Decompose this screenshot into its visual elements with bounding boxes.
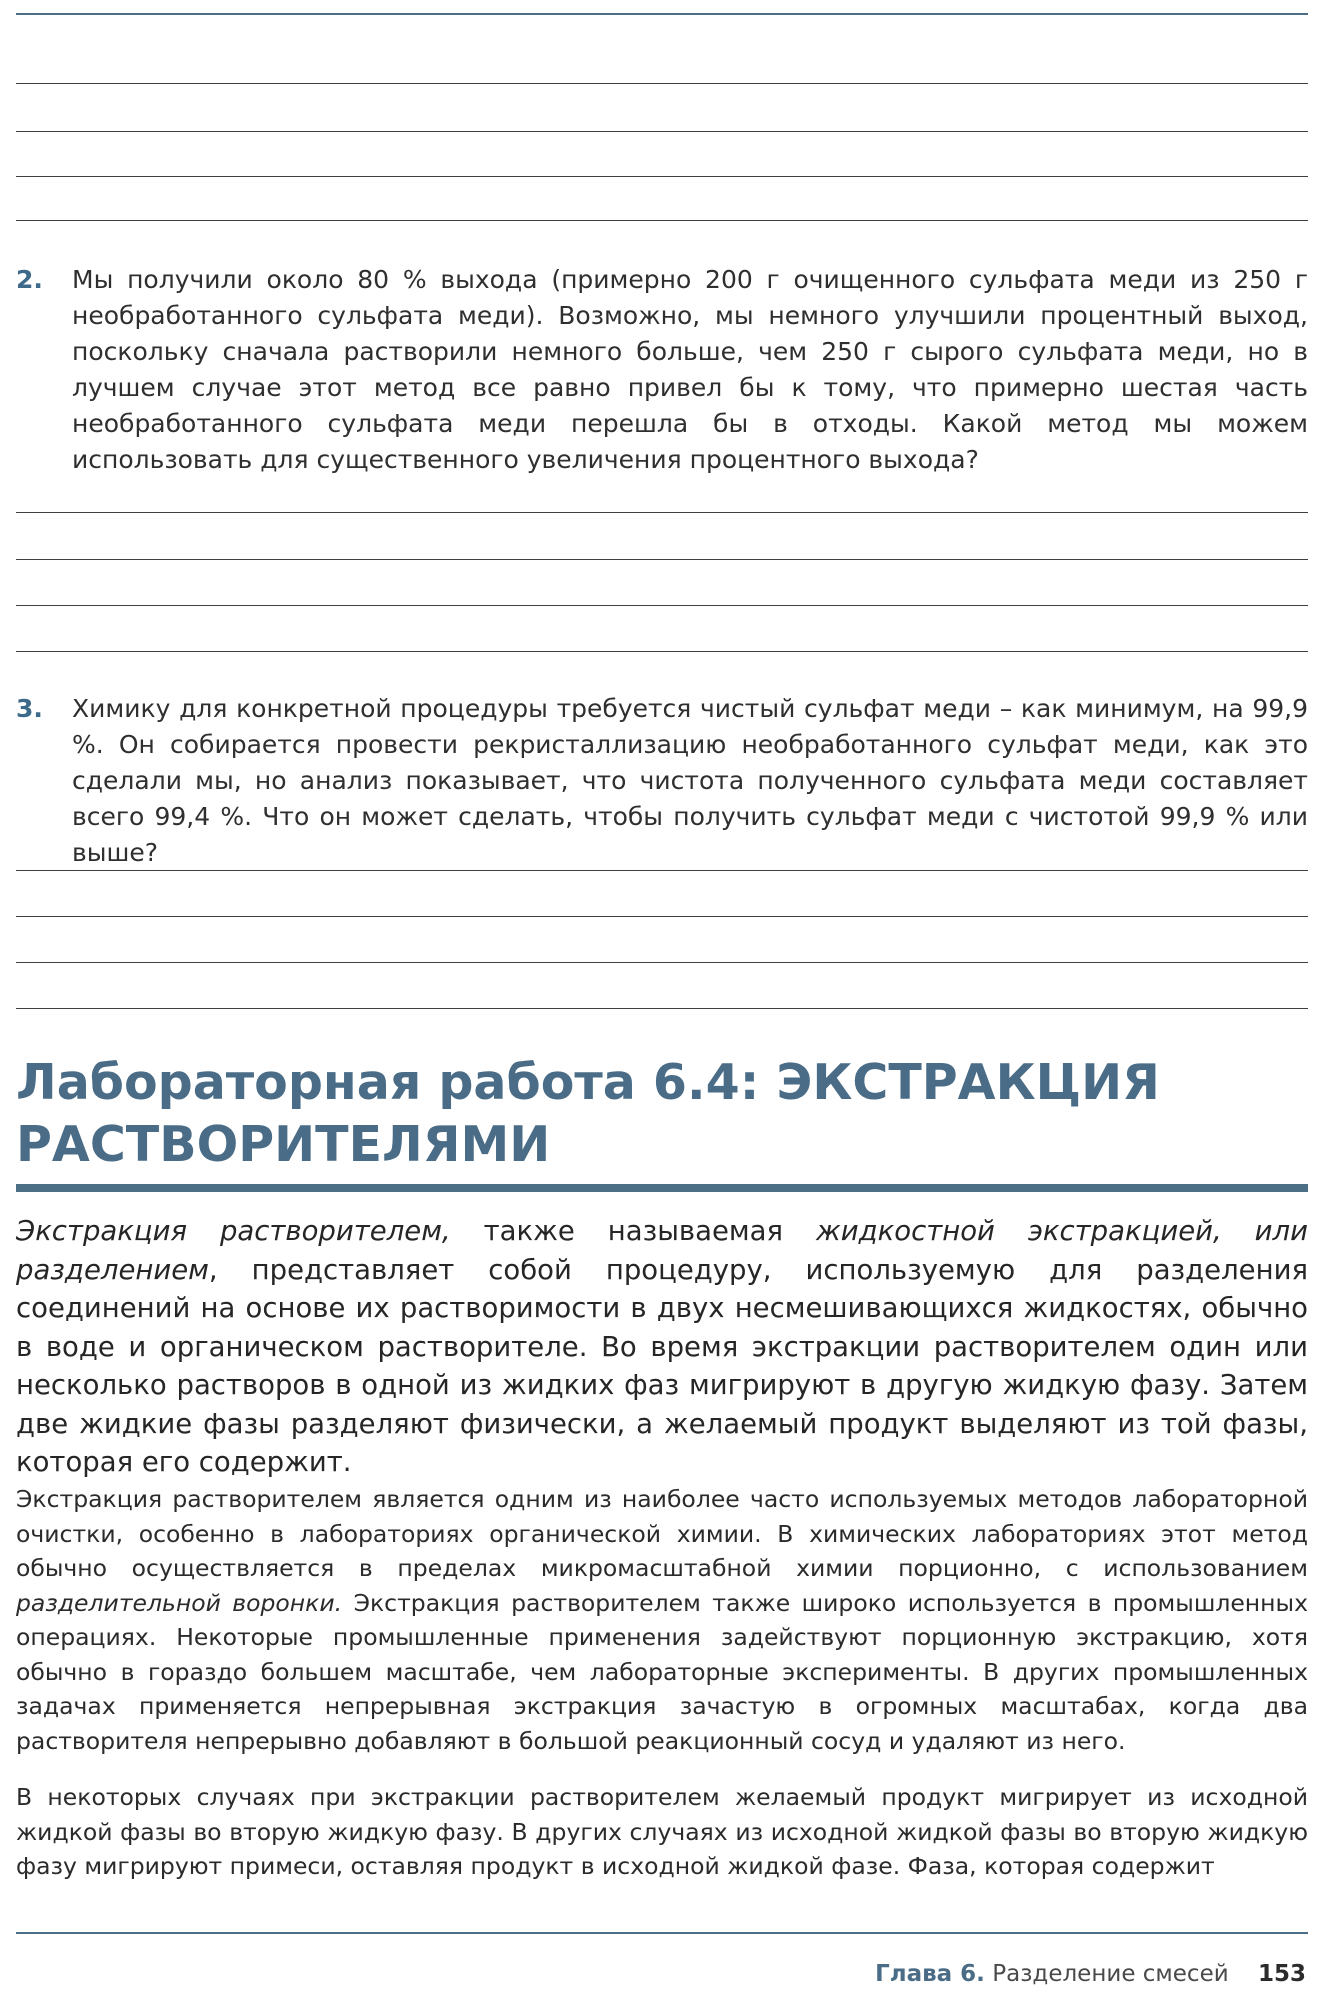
answer-line[interactable]: [16, 651, 1308, 652]
page-number: 153: [1257, 1961, 1306, 1987]
lead-text-part1: также называемая: [450, 1215, 816, 1247]
question-text: Мы получили около 80 % выхода (примерно 200 г очищенного сульфата меди из 250 г необработанного сульфата меди). Возможно, мы немного улучшили процентный выход, поскольку сначала растворили немного больше, чем 250 г сырого сульфата меди, но в лучшем случае этот метод все равно привел бы к тому, что примерно шестая часть необработанного сульфата меди перешла бы в отходы. Какой метод мы можем использовать для существенного увеличения процентного выхода?: [72, 265, 1308, 474]
answer-line[interactable]: [16, 916, 1308, 917]
answer-line[interactable]: [16, 605, 1308, 606]
answer-line[interactable]: [16, 559, 1308, 560]
document-page: [16, 0, 1308, 2000]
answer-line[interactable]: [16, 131, 1308, 132]
section-title-underline: [16, 1184, 1308, 1192]
term-liquid-extraction: жидкостной экстракцией, или разделением: [16, 1215, 1308, 1286]
section-title-line2: РАСТВОРИТЕЛЯМИ: [16, 1116, 551, 1173]
answer-line[interactable]: [16, 512, 1308, 513]
question-number: 2.: [16, 265, 43, 294]
answer-line[interactable]: [16, 220, 1308, 221]
paragraph-text: Экстракция растворителем также широко используется в промышленных операциях. Некоторые промышленные применения задействуют порционную экстракцию, хотя обычно в гораздо большем масштабе, чем лабораторные эксперименты. В других промышленных задачах применяется непрерывная экстракция зачастую в огромных масштабах, когда два растворителя непрерывно добавляют в большой реакционный сосуд и удаляют из него.: [16, 1588, 1308, 1755]
question-3: [16, 691, 1308, 867]
answer-line[interactable]: [16, 176, 1308, 177]
paragraph-text: Экстракция растворителем является одним из наиболее часто используемых методов лабораторной очистки, особенно в лабораториях органической химии. В химических лабораториях этот метод обычно осуществляется в пределах микромасштабной химии порционно, с использованием: [16, 1485, 1308, 1582]
footer-rule: [16, 1932, 1308, 1934]
lead-paragraph: [16, 1212, 1308, 1482]
answer-line[interactable]: [16, 1008, 1308, 1009]
answer-line[interactable]: [16, 870, 1308, 871]
question-2: [16, 262, 1308, 478]
page-footer: [875, 1958, 1306, 1990]
term-solvent-extraction: Экстракция растворителем,: [16, 1215, 451, 1247]
top-rule: [16, 13, 1308, 15]
question-text: Химику для конкретной процедуры требуется чистый сульфат меди – как минимум, на 99,9 %. Он собирается провести рекристаллизацию необработанного сульфат меди, как это сделали мы, но анализ показывает, что чистота полученного сульфата меди составляет всего 99,4 %. Что он может сделать, чтобы получить сульфат меди с чистотой 99,9 % или выше?: [72, 694, 1308, 867]
section-title: [16, 1052, 1308, 1176]
footer-chapter-title: Разделение смесей: [992, 1961, 1229, 1987]
footer-chapter: Глава 6.: [875, 1961, 985, 1987]
answer-line[interactable]: [16, 83, 1308, 84]
body-paragraph-1: [16, 1482, 1308, 1758]
question-number: 3.: [16, 694, 43, 723]
body-paragraph-2: В некоторых случаях при экстракции растворителем желаемый продукт мигрирует из исходной жидкой фазы во вторую жидкую фазу. В других случаях из исходной жидкой фазы во вторую жидкую фазу мигрируют примеси, оставляя продукт в исходной жидкой фазе. Фаза, которая содержит: [16, 1783, 1308, 1880]
answer-line[interactable]: [16, 962, 1308, 963]
section-title-line1: Лабораторная работа 6.4: ЭКСТРАКЦИЯ: [16, 1054, 1160, 1111]
lead-text-part2: , представляет собой процедуру, используемую для разделения соединений на основе их растворимости в двух несмешивающихся жидкостях, обычно в воде и органическом растворителе. Во время экстракции растворителем один или несколько растворов в одной из жидких фаз мигрируют в другую жидкую фазу. Затем две жидкие фазы разделяют физически, а желаемый продукт выделяют из той фазы, которая его содержит.: [16, 1253, 1308, 1478]
term-separatory-funnel: разделительной воронки.: [16, 1588, 343, 1617]
